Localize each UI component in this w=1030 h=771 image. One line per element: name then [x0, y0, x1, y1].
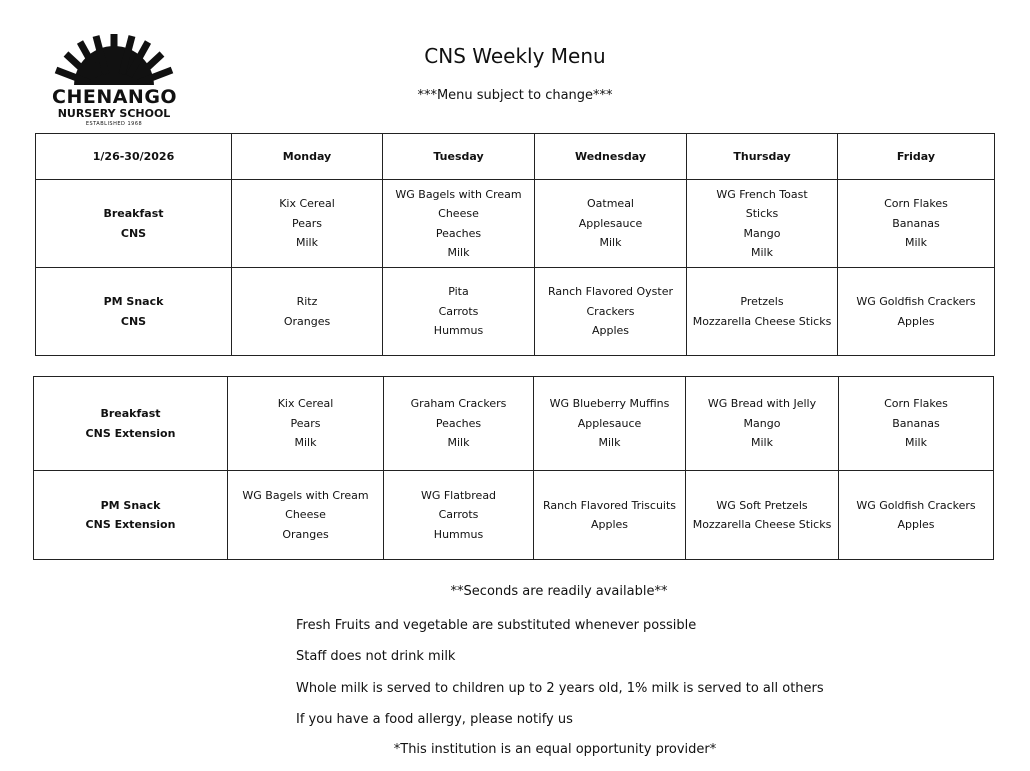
menu-cell: WG Goldfish Crackers Apples	[839, 471, 994, 560]
menu-cell: WG Flatbread Carrots Hummus	[384, 471, 534, 560]
day-header: Wednesday	[535, 134, 687, 180]
day-header: Friday	[838, 134, 995, 180]
menu-cell: Kix Cereal Pears Milk	[228, 377, 384, 471]
menu-cell: Ranch Flavored Triscuits Apples	[534, 471, 686, 560]
meal-label: Breakfast CNS Extension	[34, 377, 228, 471]
logo-established: ESTABLISHED 1968	[85, 121, 143, 127]
menu-cell: Oatmeal Applesauce Milk	[535, 180, 687, 268]
table-row	[36, 180, 995, 268]
table-row	[34, 377, 994, 471]
menu-cell: Ranch Flavored Oyster Crackers Apples	[535, 268, 687, 356]
logo-subtitle: NURSERY SCHOOL	[57, 107, 171, 120]
day-header: Thursday	[687, 134, 838, 180]
note-item: Whole milk is served to children up to 2 years old, 1% milk is served to all others	[296, 681, 824, 696]
menu-cell: Graham Crackers Peaches Milk	[384, 377, 534, 471]
logo-name: CHENANGO	[52, 86, 178, 108]
menu-cell: WG French Toast Sticks Mango Milk	[687, 180, 838, 268]
menu-cell: WG Bagels with Cream Cheese Oranges	[228, 471, 384, 560]
table-row	[34, 471, 994, 560]
note-item: Staff does not drink milk	[296, 649, 456, 664]
equal-opportunity-footer: *This institution is an equal opportunity provider*	[393, 742, 717, 757]
meal-label: PM Snack CNS	[36, 268, 232, 356]
menu-cell: WG Bagels with Cream Cheese Peaches Milk	[383, 180, 535, 268]
school-logo	[52, 30, 176, 128]
sunburst-icon	[52, 30, 176, 90]
date-range: 1/26-30/2026	[36, 134, 232, 180]
meal-label: Breakfast CNS	[36, 180, 232, 268]
menu-cell: Pita Carrots Hummus	[383, 268, 535, 356]
menu-table-cns-extension	[33, 376, 994, 560]
menu-cell: WG Soft Pretzels Mozzarella Cheese Sticks	[686, 471, 839, 560]
menu-cell: WG Blueberry Muffins Applesauce Milk	[534, 377, 686, 471]
menu-cell: Corn Flakes Bananas Milk	[838, 180, 995, 268]
menu-cell: Ritz Oranges	[232, 268, 383, 356]
seconds-note: **Seconds are readily available**	[450, 584, 668, 599]
note-item: If you have a food allergy, please notify us	[296, 712, 573, 727]
menu-cell: Corn Flakes Bananas Milk	[839, 377, 994, 471]
menu-cell: WG Bread with Jelly Mango Milk	[686, 377, 839, 471]
menu-table-cns	[35, 133, 995, 356]
page-title: CNS Weekly Menu	[424, 44, 606, 68]
table-row	[36, 268, 995, 356]
note-item: Fresh Fruits and vegetable are substituted whenever possible	[296, 618, 697, 633]
menu-cell: Kix Cereal Pears Milk	[232, 180, 383, 268]
meal-label: PM Snack CNS Extension	[34, 471, 228, 560]
table-header-row	[36, 134, 995, 180]
day-header: Tuesday	[383, 134, 535, 180]
day-header: Monday	[232, 134, 383, 180]
menu-cell: WG Goldfish Crackers Apples	[838, 268, 995, 356]
page-subtitle: ***Menu subject to change***	[417, 88, 613, 103]
menu-cell: Pretzels Mozzarella Cheese Sticks	[687, 268, 838, 356]
